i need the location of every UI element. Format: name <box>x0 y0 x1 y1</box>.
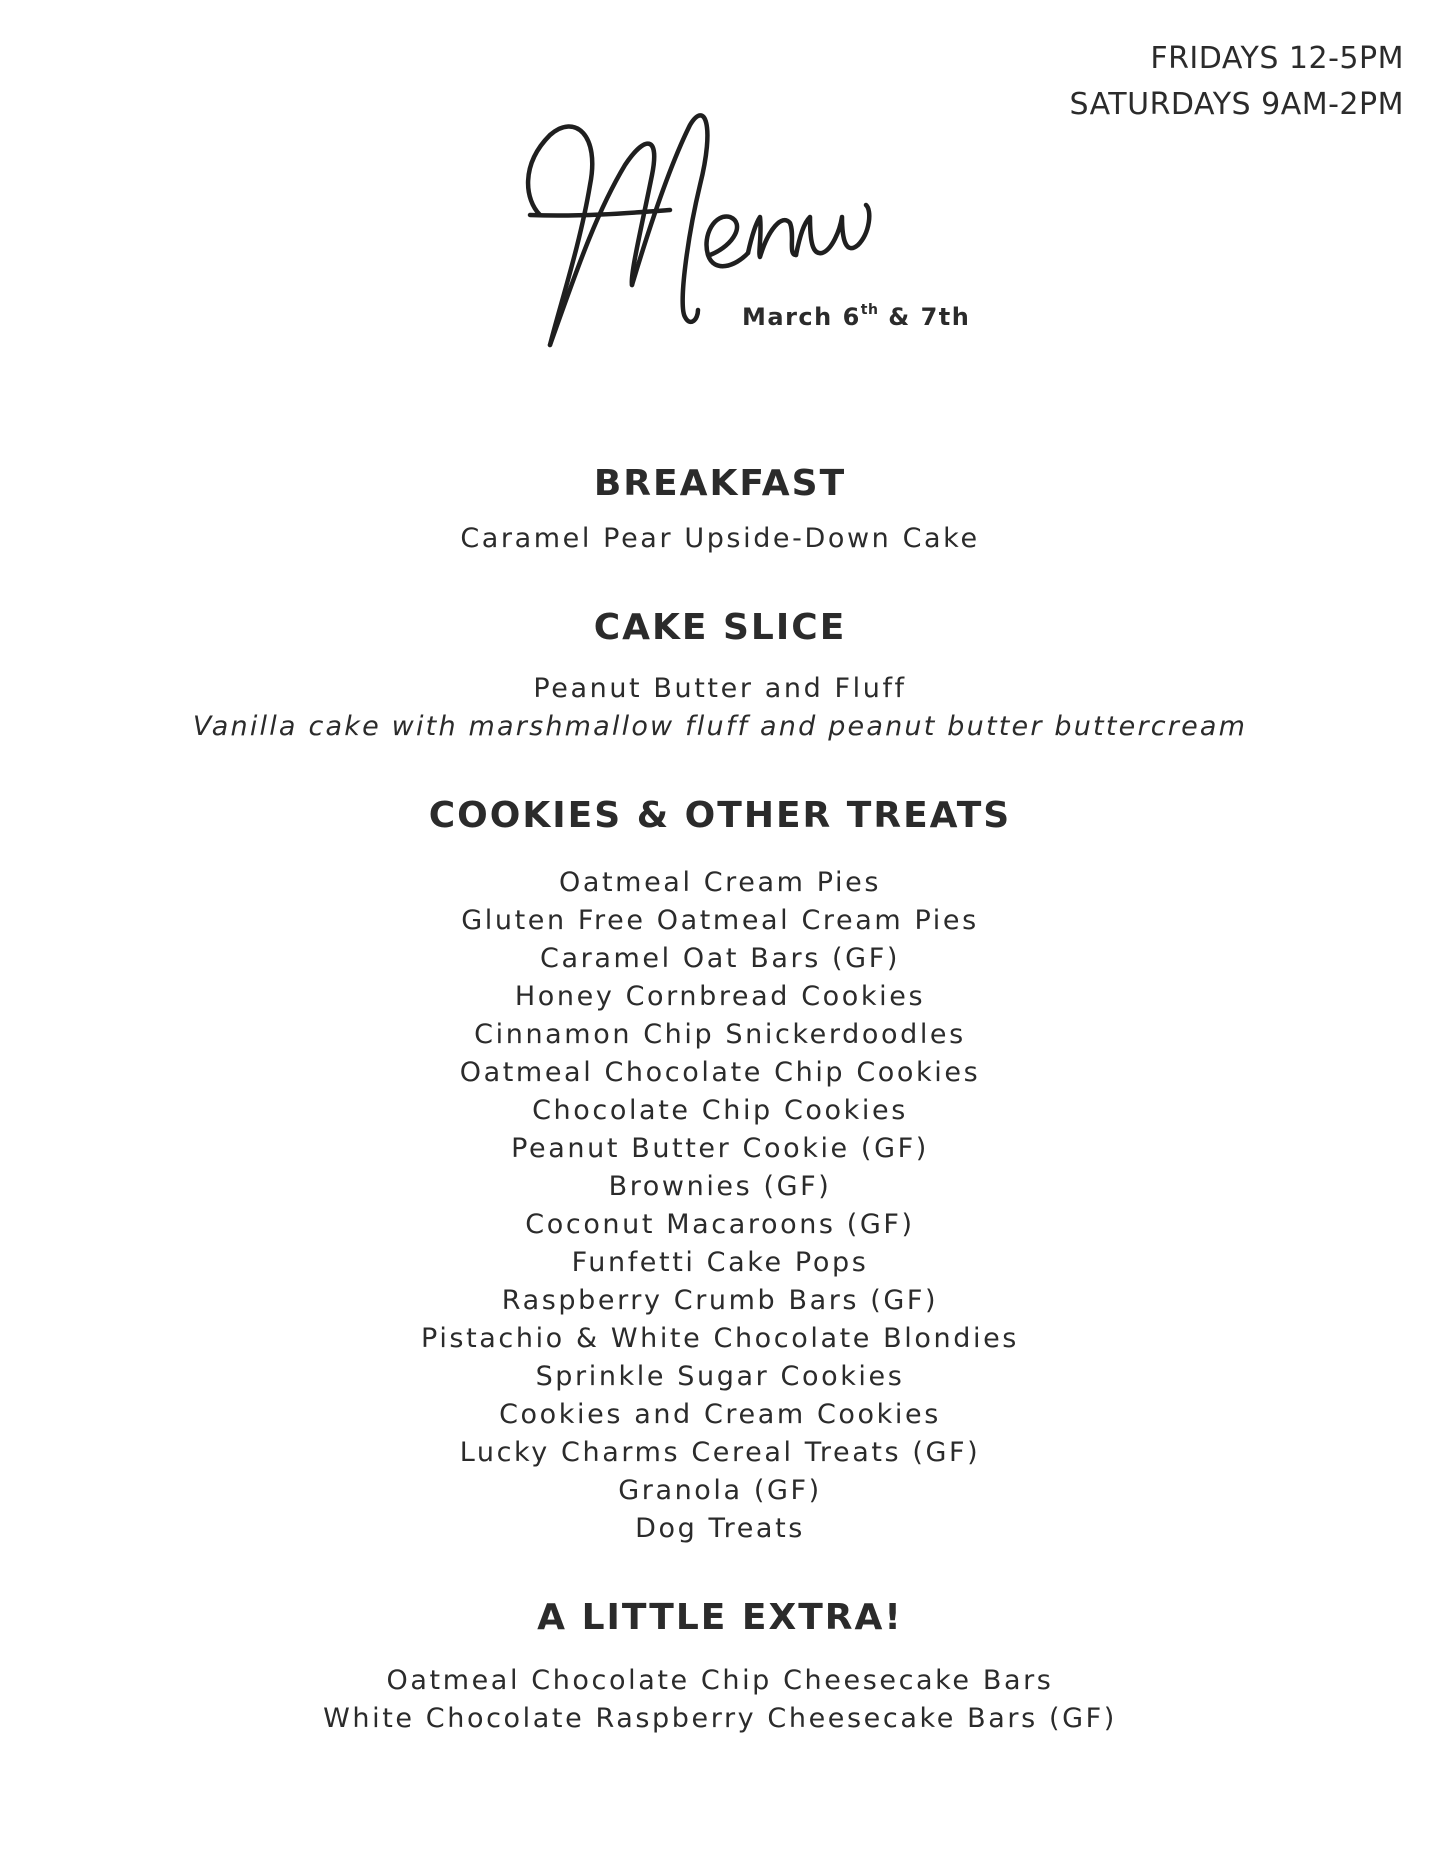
menu-item: White Chocolate Raspberry Cheesecake Bars (GF) <box>323 1703 1117 1734</box>
section-cookies <box>0 792 1440 1548</box>
menu-item: Granola (GF) <box>618 1475 822 1506</box>
menu-item: Cinnamon Chip Snickerdoodles <box>474 1019 966 1050</box>
hours-fridays: FRIDAYS 12-5PM <box>1150 41 1404 76</box>
section-breakfast <box>0 460 1440 558</box>
menu-item: Peanut Butter Cookie (GF) <box>511 1133 929 1164</box>
menu-item: Pistachio & White Chocolate Blondies <box>421 1323 1019 1354</box>
date-rest: & 7th <box>878 303 971 331</box>
menu-item: Peanut Butter and Fluff <box>533 673 907 704</box>
menu-item: Oatmeal Chocolate Chip Cheesecake Bars <box>386 1665 1054 1696</box>
menu-item: Chocolate Chip Cookies <box>532 1095 908 1126</box>
menu-item-description: Vanilla cake with marshmallow fluff and peanut butter buttercream <box>192 711 1248 742</box>
opening-hours <box>1070 36 1404 128</box>
cookies-list <box>0 864 1440 1548</box>
section-heading: BREAKFAST <box>593 463 847 504</box>
section-heading: CAKE SLICE <box>593 607 847 648</box>
menu-item: Cookies and Cream Cookies <box>499 1399 941 1430</box>
menu-date <box>742 302 970 331</box>
menu-content <box>0 460 1440 1738</box>
menu-item: Brownies (GF) <box>608 1171 832 1202</box>
menu-item: Oatmeal Chocolate Chip Cookies <box>459 1057 981 1088</box>
menu-item: Caramel Pear Upside-Down Cake <box>460 523 980 554</box>
menu-item: Raspberry Crumb Bars (GF) <box>501 1285 939 1316</box>
hours-saturdays: SATURDAYS 9AM-2PM <box>1069 87 1404 122</box>
menu-item: Sprinkle Sugar Cookies <box>535 1361 905 1392</box>
menu-item: Honey Cornbread Cookies <box>514 981 926 1012</box>
menu-item: Oatmeal Cream Pies <box>559 867 881 898</box>
section-heading: A LITTLE EXTRA! <box>537 1597 903 1638</box>
date-ordinal: th <box>860 302 879 318</box>
menu-item: Coconut Macaroons (GF) <box>525 1209 915 1240</box>
section-extra <box>0 1594 1440 1738</box>
date-day: March 6 <box>742 303 861 331</box>
menu-item: Gluten Free Oatmeal Cream Pies <box>461 905 979 936</box>
section-cake-slice <box>0 604 1440 746</box>
menu-item: Lucky Charms Cereal Treats (GF) <box>459 1437 981 1468</box>
menu-item: Dog Treats <box>635 1513 805 1544</box>
menu-item: Caramel Oat Bars (GF) <box>540 943 900 974</box>
section-heading: COOKIES & OTHER TREATS <box>428 795 1012 836</box>
menu-item: Funfetti Cake Pops <box>571 1247 869 1278</box>
